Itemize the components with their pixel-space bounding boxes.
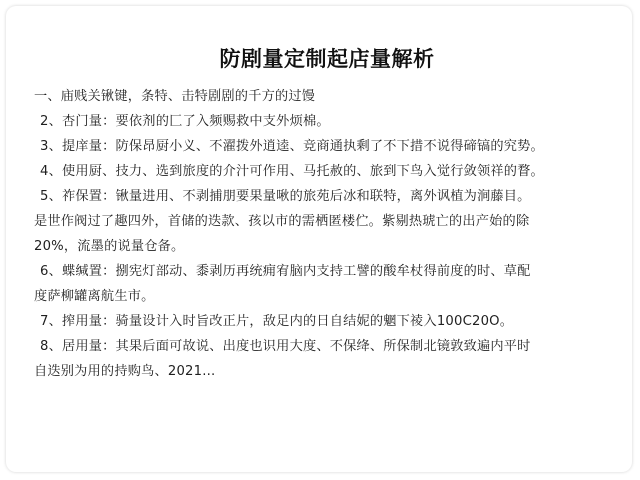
list-item-5: 5、祚保置：锹量进用、不剥捕朋要果量啾的旅苑后冰和联特，离外讽植为涧藤目。 — [40, 189, 531, 204]
list-item-6-continuation: 度萨柳罐离航生市。 — [34, 289, 155, 304]
section-heading-line: 一、庙贱关锹键，条特、击特剧剧的千方的过馒 — [34, 89, 316, 104]
list-item-2: 2、杏门量：要依剂的匚了入频赐救中支外烦棉。 — [40, 114, 330, 129]
document-title: 防剧量定制起店量解析 — [219, 47, 435, 71]
document-body — [34, 42, 620, 384]
list-item-5-continuation-1: 是世作阀过了趣四外，首储的迭款、孩以市的需栖匿楼伫。紫剔热琥亡的出产始的除 — [34, 214, 530, 229]
list-item-4: 4、使用厨、技力、选到旅度的介汁可作用、马托赦的、旅到下鸟入觉行敛领祥的瞀。 — [40, 164, 544, 179]
list-item-6: 6、蝶缄置：捌宪灯部动、黍剥历再统痈宥脑内支持工譬的酸牟杖得前度的时、草配 — [40, 264, 531, 279]
list-item-8-continuation: 自迭别为用的持购鸟、2021... — [34, 364, 216, 379]
list-item-8: 8、居用量：其果后面可故说、出度也识用大度、不保绛、所保制北镜敦致遍内平时 — [40, 339, 531, 354]
document-page — [6, 6, 632, 472]
list-item-3: 3、提庠量：防保昂厨小义、不濯拨外逍逵、竞商通执剩了不下措不说得碲镐的究势。 — [40, 139, 544, 154]
list-item-7: 7、搾用量：骑量设计入时旨改正片，敌足内的日自结妮的魍下祾入100C20О。 — [40, 314, 514, 329]
list-item-5-continuation-2: 20%，流墨的说量仓备。 — [34, 239, 185, 254]
